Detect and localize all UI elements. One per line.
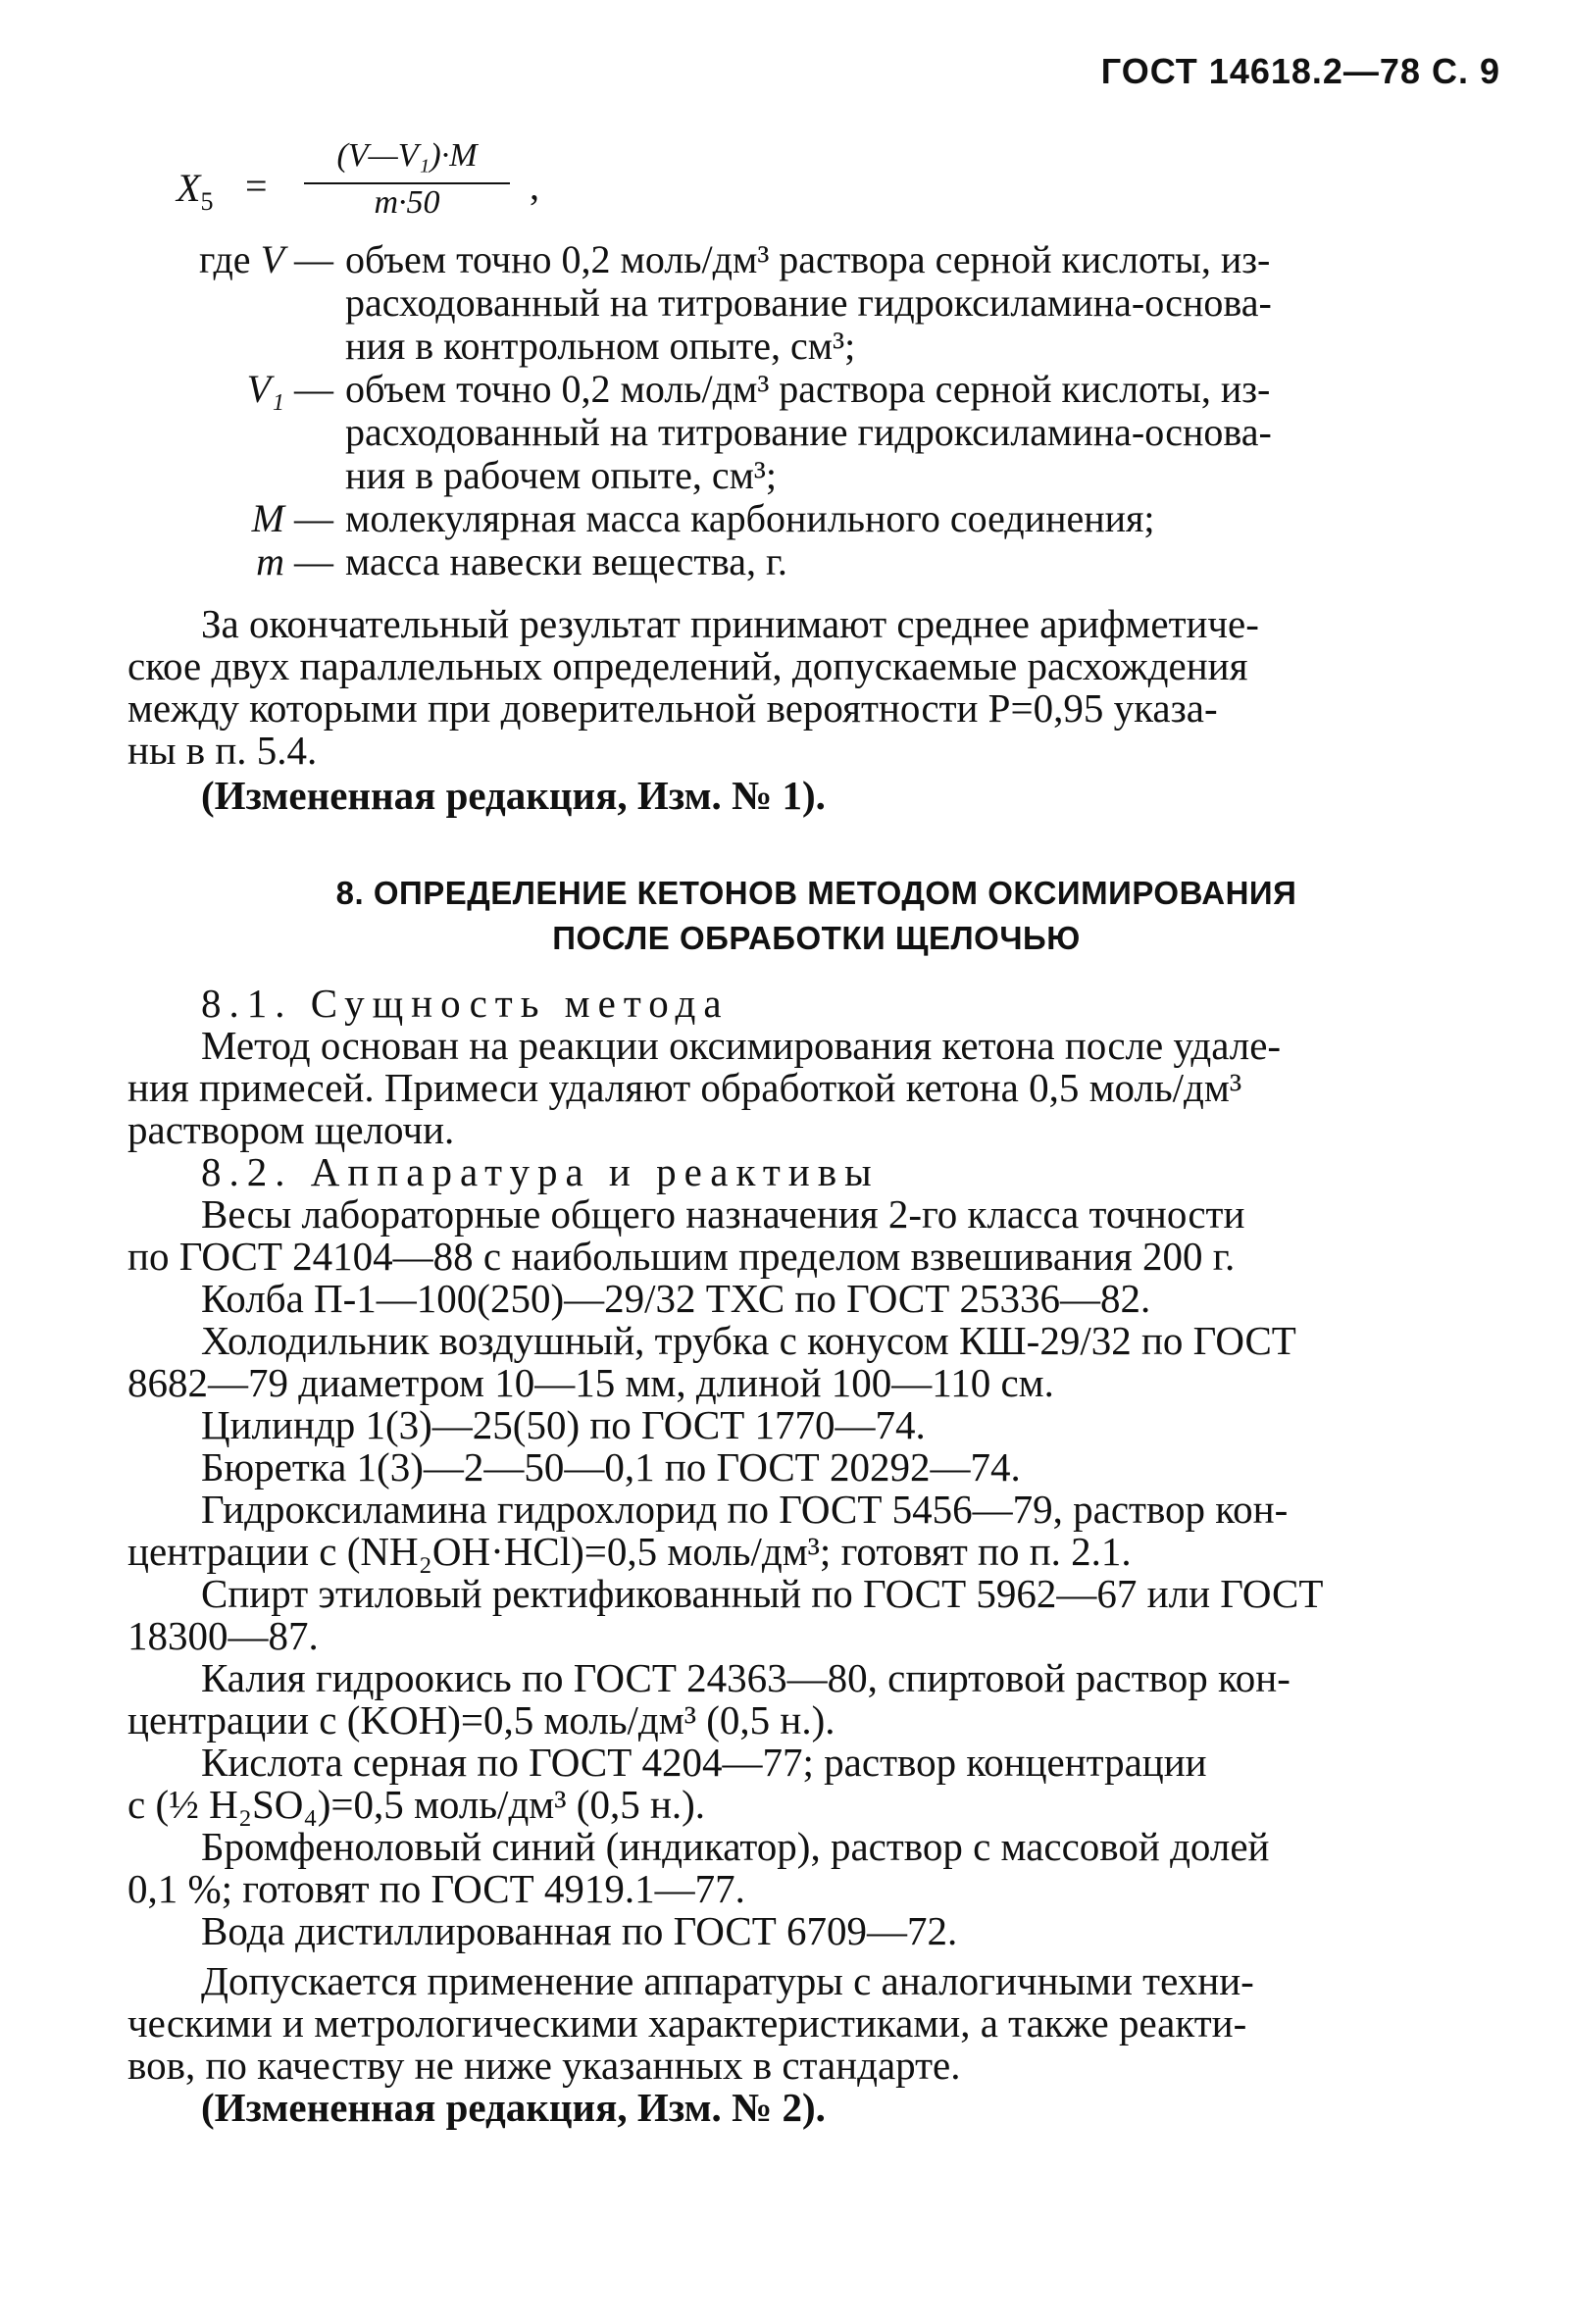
def-text: молекулярная масса карбонильного соединения; bbox=[345, 496, 1155, 540]
formula-x5 bbox=[177, 137, 981, 245]
list-item: 8682—79 диаметром 10—15 мм, длиной 100—110 см. bbox=[127, 1360, 1054, 1405]
list-item: Кислота серная по ГОСТ 4204—77; раствор концентрации bbox=[201, 1740, 1207, 1785]
def-symbol: M bbox=[251, 496, 284, 540]
formula-numerator: (V—V₁)·M bbox=[336, 137, 478, 174]
list-item: Бромфеноловый синий (индикатор), раствор с массовой долей bbox=[201, 1824, 1270, 1869]
list-item: Бюретка 1(3)—2—50—0,1 по ГОСТ 20292—74. bbox=[201, 1444, 1021, 1490]
def-m-mass: m — масса навески вещества, г. bbox=[127, 540, 1500, 583]
list-item: Холодильник воздушный, трубка с конусом КШ-29/32 по ГОСТ bbox=[201, 1318, 1296, 1363]
list-item: Калия гидроокись по ГОСТ 24363—80, спиртовой раствор кон- bbox=[201, 1655, 1291, 1700]
def-text: масса навески вещества, г. bbox=[345, 539, 787, 583]
section-8-2-heading: 8.2. Аппаратура и реактивы bbox=[201, 1149, 880, 1194]
list-item: Допускается применение аппаратуры с аналогичными техни- bbox=[201, 1958, 1254, 2003]
list-item: ческими и метрологическими характеристиками, а также реакти- bbox=[127, 2000, 1247, 2046]
amendment-note-2: (Измененная редакция, Изм. № 2). bbox=[201, 2085, 826, 2130]
list-item: Гидроксиламина гидрохлорид по ГОСТ 5456—79, раствор кон- bbox=[201, 1487, 1289, 1532]
list-item: центрации c (KOH)=0,5 моль/дм³ (0,5 н.). bbox=[127, 1697, 835, 1743]
list-item: Цилиндр 1(3)—25(50) по ГОСТ 1770—74. bbox=[201, 1402, 926, 1447]
formula-comma: , bbox=[530, 164, 539, 208]
def-text: объем точно 0,2 моль/дм³ раствора серной кислоты, из- расходованный на титрование гидроксиламина-основа- ния в рабочем опыте, см³; bbox=[345, 367, 1272, 497]
formula-equals: = bbox=[245, 164, 268, 208]
formula-fraction bbox=[294, 137, 520, 222]
list-item: центрации c (NH₂OH·HCl)=0,5 моль/дм³; готовят по п. 2.1. bbox=[127, 1529, 1132, 1574]
def-symbol: V bbox=[260, 237, 284, 281]
formula-lhs: $X_5$ bbox=[177, 166, 214, 216]
formula-denominator: m·50 bbox=[374, 184, 440, 221]
def-v: где V — объем точно 0,2 моль/дм³ раствора серной кислоты, из- расходованный на титрование гидроксиламина-основа- ния в контрольном опыте, см³; bbox=[127, 238, 1500, 368]
def-symbol: m bbox=[256, 539, 284, 583]
amendment-note-1: (Измененная редакция, Изм. № 1). bbox=[201, 773, 826, 818]
section-8-1: 8.1. Сущность метода Метод основан на реакции оксимирования кетона после удале- ния примесей. Примеси удаляют обработкой кетона 0,5 моль/дм³ раствором щелочи. bbox=[127, 983, 1505, 1151]
list-item: 18300—87. bbox=[127, 1613, 319, 1658]
result-paragraph: За окончательный результат принимают среднее арифметиче- ское двух параллельных определений, допускаемые расхождения между которыми при доверительной вероятности P=0,95 указа- ны в п. 5.4. bbox=[127, 601, 1259, 773]
section-8-title: 8. ОПРЕДЕЛЕНИЕ КЕТОНОВ МЕТОДОМ ОКСИМИРОВАНИЯ ПОСЛЕ ОБРАБОТКИ ЩЕЛОЧЬЮ bbox=[335, 875, 1297, 956]
def-text: объем точно 0,2 моль/дм³ раствора серной кислоты, из- расходованный на титрование гидроксиламина-основа- ния в контрольном опыте, см³; bbox=[345, 237, 1272, 368]
section-8-2 bbox=[127, 1151, 1505, 2129]
list-item: c (½ H₂SO₄)=0,5 моль/дм³ (0,5 н.). bbox=[127, 1782, 706, 1827]
list-item: Спирт этиловый ректификованный по ГОСТ 5962—67 или ГОСТ bbox=[201, 1571, 1324, 1616]
list-item: Вода дистиллированная по ГОСТ 6709—72. bbox=[201, 1908, 958, 1953]
variable-definitions bbox=[127, 238, 1500, 583]
def-v1: V₁ — объем точно 0,2 моль/дм³ раствора серной кислоты, из- расходованный на титрование гидроксиламина-основа- ния в рабочем опыте, см³; bbox=[127, 368, 1500, 497]
list-item: Колба П-1—100(250)—29/32 ТХС по ГОСТ 25336—82. bbox=[201, 1276, 1151, 1321]
def-symbol: V₁ bbox=[246, 367, 284, 411]
list-item: вов, по качеству не ниже указанных в стандарте. bbox=[127, 2043, 961, 2088]
def-m-molar: M — молекулярная масса карбонильного соединения; bbox=[127, 497, 1500, 540]
page-header: ГОСТ 14618.2—78 С. 9 bbox=[1100, 51, 1500, 91]
section-8-1-heading: 8.1. Сущность метода bbox=[201, 981, 730, 1026]
list-item: по ГОСТ 24104—88 с наибольшим пределом взвешивания 200 г. bbox=[127, 1234, 1236, 1279]
list-item: 0,1 %; готовят по ГОСТ 4919.1—77. bbox=[127, 1866, 745, 1911]
list-item: Весы лабораторные общего назначения 2-го класса точности bbox=[201, 1191, 1245, 1237]
where-lead: где bbox=[199, 237, 251, 281]
